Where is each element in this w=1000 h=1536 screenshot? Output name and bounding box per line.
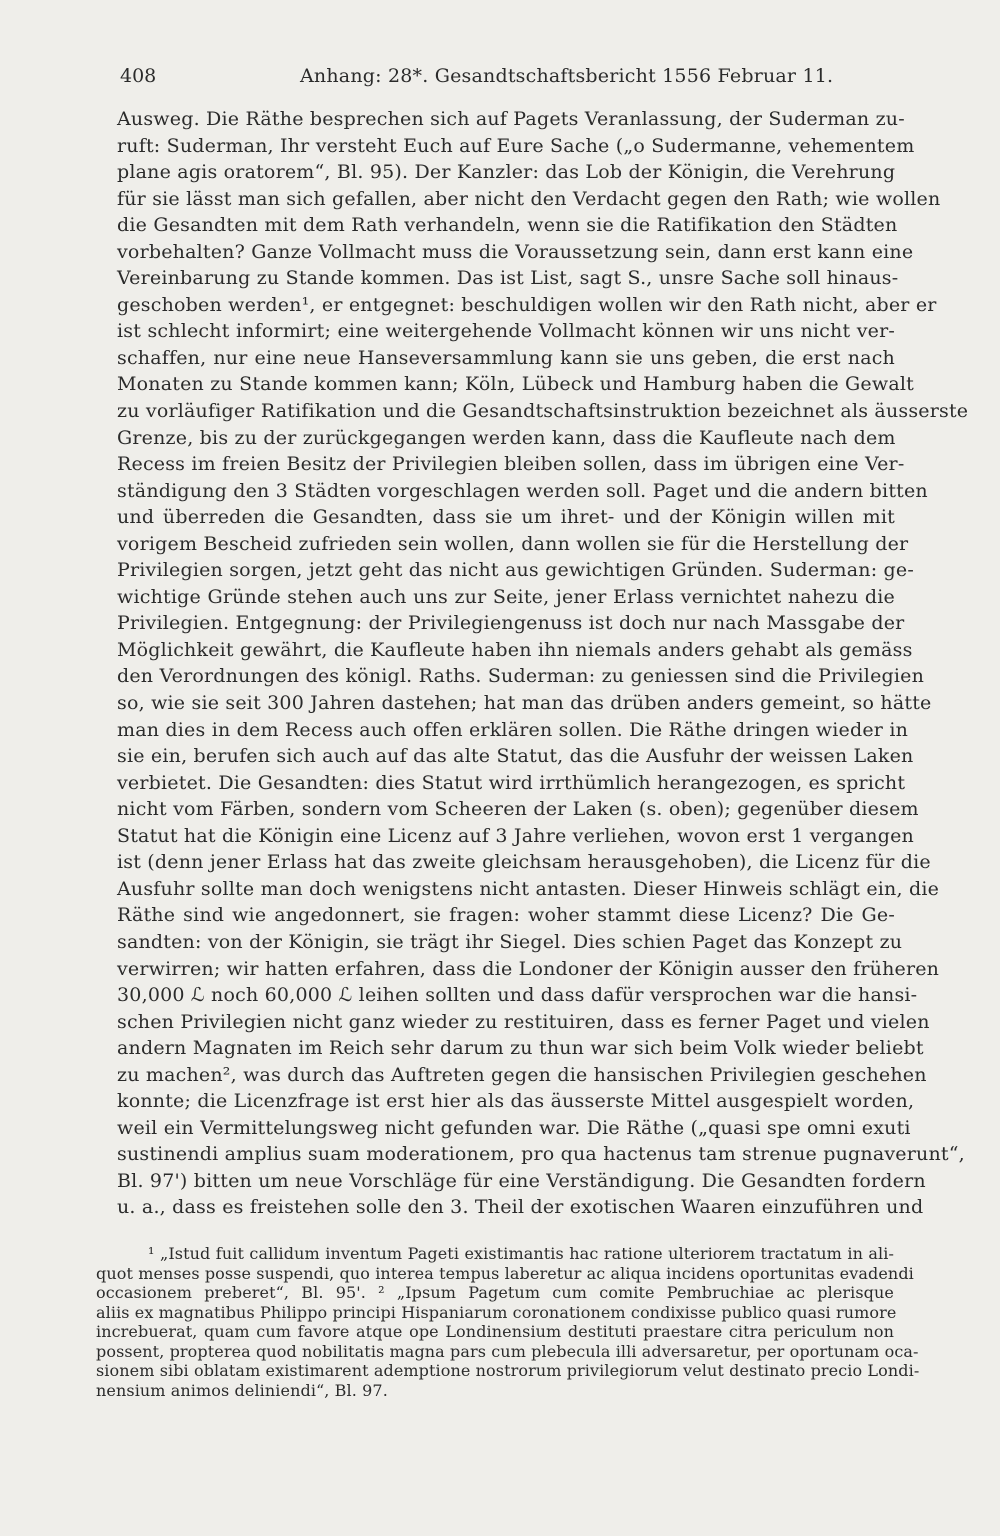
running-head: Anhang: 28*. Gesandtschaftsbericht 1556 Februar 11.	[300, 65, 834, 87]
body-line: so, wie sie seit 300 Jahren dastehen; hat man das drüben anders gemeint, so hätte	[117, 692, 932, 715]
body-line: wichtige Gründe stehen auch uns zur Seite, jener Erlass vernichtet nahezu die	[117, 585, 895, 608]
body-line: u. a., dass es freistehen solle den 3. Theil der exotischen Waaren einzuführen und	[117, 1196, 924, 1219]
body-line: weil ein Vermittelungsweg nicht gefunden war. Die Räthe („quasi spe omni exuti	[117, 1116, 911, 1139]
footnotes	[96, 1244, 920, 1400]
footnote-line: nensium animos deliniendi“, Bl. 97.	[96, 1380, 388, 1400]
body-line: 30,000 ℒ noch 60,000 ℒ leihen sollten und dass dafür versprochen war die hansi-	[117, 984, 918, 1007]
footnote-line: quot menses posse suspendi, quo interea tempus laberetur ac aliqua incidens oportunitas evadendi	[96, 1263, 914, 1283]
footnote-line: aliis ex magnatibus Philippo principi Hispaniarum coronationem condixisse publico quasi rumore	[96, 1302, 897, 1322]
body-line: ständigung den 3 Städten vorgeschlagen werden soll. Paget und die andern bitten	[117, 479, 928, 502]
body-line: und überreden die Gesandten, dass sie um ihret- und der Königin willen mit	[117, 506, 895, 529]
body-line: die Gesandten mit dem Rath verhandeln, wenn sie die Ratifikation den Städten	[117, 214, 898, 237]
body-line: vorigem Bescheid zufrieden sein wollen, dann wollen sie für die Herstellung der	[117, 532, 909, 555]
body-line: schaffen, nur eine neue Hanseversammlung kann sie uns geben, die erst nach	[117, 346, 895, 369]
body-line: sandten: von der Königin, sie trägt ihr Siegel. Dies schien Paget das Konzept zu	[117, 930, 903, 953]
body-line: plane agis oratorem“, Bl. 95). Der Kanzler: das Lob der Königin, die Verehrung	[117, 161, 896, 184]
body-line: Statut hat die Königin eine Licenz auf 3 Jahre verliehen, wovon erst 1 vergangen	[117, 824, 914, 847]
page-number: 408	[120, 65, 157, 87]
body-line: verwirren; wir hatten erfahren, dass die Londoner der Königin ausser den früheren	[117, 957, 940, 980]
body-line: Recess im freien Besitz der Privilegien bleiben sollen, dass im übrigen eine Ver-	[117, 453, 905, 476]
body-line: Möglichkeit gewährt, die Kaufleute haben ihn niemals anders gehabt als gemäss	[117, 638, 913, 661]
body-line: Bl. 97') bitten um neue Vorschläge für eine Verständigung. Die Gesandten fordern	[117, 1169, 926, 1192]
footnote-line: sionem sibi oblatam existimarent ademptione nostrorum privilegiorum velut destinato precio Londi-	[96, 1361, 920, 1380]
body-line: für sie lässt man sich gefallen, aber nicht den Verdacht gegen den Rath; wie wollen	[117, 187, 941, 210]
footnote-line: occasionem preberet“, Bl. 95'. ² „Ipsum Pagetum cum comite Pembruchiae ac plerisque	[96, 1283, 894, 1302]
body-line: konnte; die Licenzfrage ist erst hier als das äusserste Mittel ausgespielt worden,	[117, 1090, 915, 1113]
body-line: vorbehalten? Ganze Vollmacht muss die Voraussetzung sein, dann erst kann eine	[117, 240, 914, 263]
body-line: Grenze, bis zu der zurückgegangen werden kann, dass die Kaufleute nach dem	[117, 426, 896, 449]
body-line: Privilegien sorgen, jetzt geht das nicht aus gewichtigen Gründen. Suderman: ge-	[117, 559, 914, 582]
body-line: zu vorläufiger Ratifikation und die Gesandtschaftsinstruktion bezeichnet als äusserste	[117, 400, 969, 423]
body-line: Ausweg. Die Räthe besprechen sich auf Pagets Veranlassung, der Suderman zu-	[117, 108, 905, 130]
body-line: den Verordnungen des königl. Raths. Suderman: zu geniessen sind die Privilegien	[117, 665, 925, 688]
body-line: man dies in dem Recess auch offen erklären sollen. Die Räthe dringen wieder in	[117, 718, 909, 741]
body-line: schen Privilegien nicht ganz wieder zu restituiren, dass es ferner Paget und vielen	[117, 1010, 930, 1033]
footnote-line: ¹ „Istud fuit callidum inventum Pageti existimantis hac ratione ulteriorem tractatum in ali-	[148, 1244, 894, 1263]
body-line: verbietet. Die Gesandten: dies Statut wird irrthümlich herangezogen, es spricht	[117, 771, 906, 794]
footnote-line: increbuerat, quam cum favore atque ope Londinensium destituti praestare citra periculum non	[96, 1322, 894, 1341]
body-line: ruft: Suderman, Ihr versteht Euch auf Eure Sache („o Sudermanne, vehementem	[117, 134, 915, 157]
body-line: sustinendi amplius suam moderationem, pro qua hactenus tam strenue pugnaverunt“,	[117, 1143, 965, 1166]
body-line: Privilegien. Entgegnung: der Privilegiengenuss ist doch nur nach Massgabe der	[117, 612, 905, 635]
body-line: ist schlecht informirt; eine weitergehende Vollmacht können wir uns nicht ver-	[117, 320, 895, 343]
body-line: ist (denn jener Erlass hat das zweite gleichsam herausgehoben), die Licenz für die	[117, 851, 931, 874]
body-line: zu machen², was durch das Auftreten gegen die hansischen Privilegien geschehen	[117, 1063, 927, 1086]
body-line: andern Magnaten im Reich sehr darum zu thun war sich beim Volk wieder beliebt	[117, 1037, 924, 1060]
page-header	[120, 62, 900, 90]
footnote-line: possent, propterea quod nobilitatis magna pars cum plebecula illi adversaretur, per oportunam oca-	[96, 1341, 919, 1361]
body-line: Ausfuhr sollte man doch wenigstens nicht antasten. Dieser Hinweis schlägt ein, die	[117, 877, 940, 900]
body-line: Monaten zu Stande kommen kann; Köln, Lübeck und Hamburg haben die Gewalt	[117, 373, 914, 396]
body-line: nicht vom Färben, sondern vom Scheeren der Laken (s. oben); gegenüber diesem	[117, 798, 919, 821]
body-line: Vereinbarung zu Stande kommen. Das ist List, sagt S., unsre Sache soll hinaus-	[117, 267, 899, 290]
body-line: sie ein, berufen sich auch auf das alte Statut, das die Ausfuhr der weissen Laken	[117, 745, 914, 768]
body-line: Räthe sind wie angedonnert, sie fragen: woher stammt diese Licenz? Die Ge-	[117, 904, 895, 927]
main-text	[117, 106, 969, 1221]
body-line: geschoben werden¹, er entgegnet: beschuldigen wollen wir den Rath nicht, aber er	[117, 293, 937, 316]
